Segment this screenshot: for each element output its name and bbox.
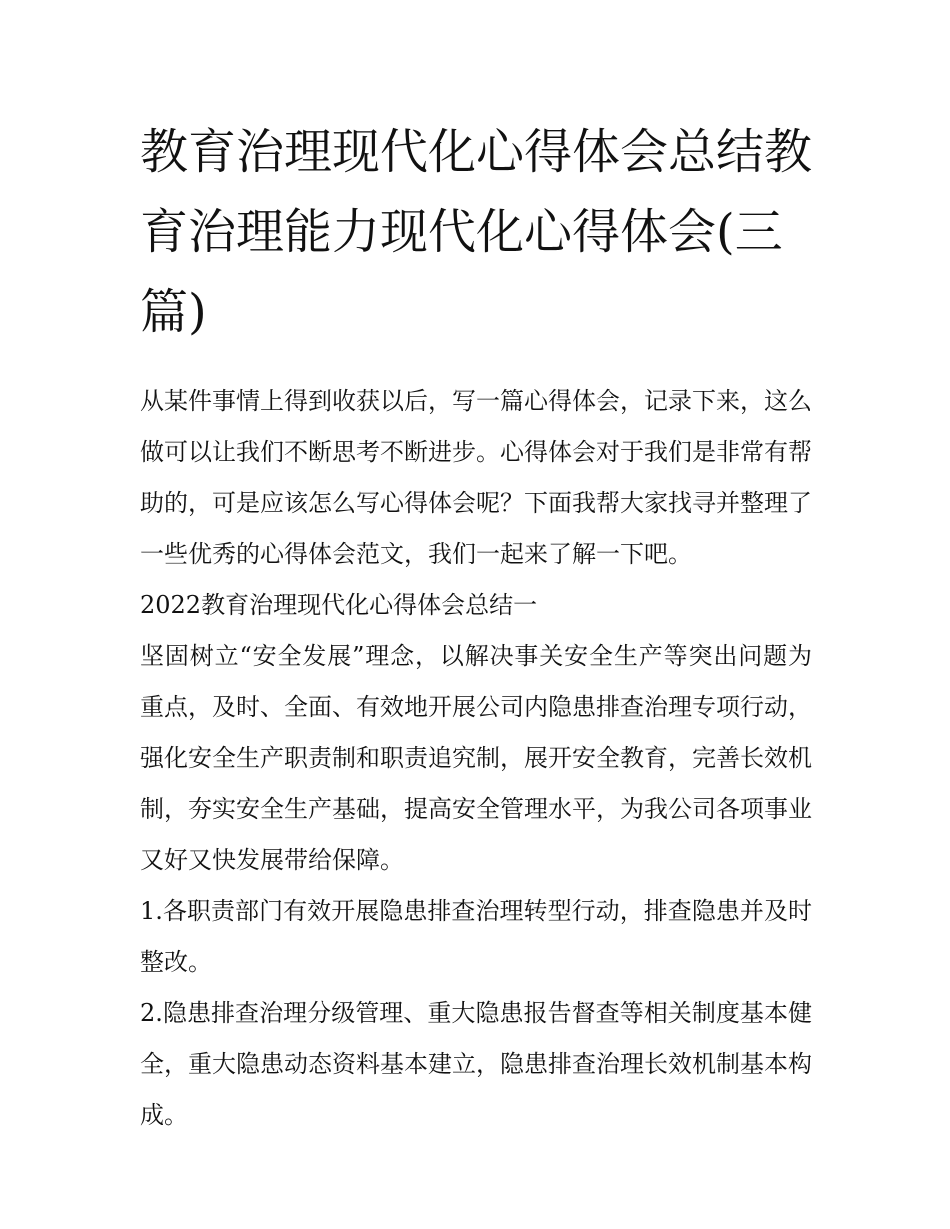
list-item-1: 1.各职责部门有效开展隐患排查治理转型行动，排查隐患并及时整改。 [140, 897, 812, 976]
section-heading: 2022教育治理现代化心得体会总结一 [140, 591, 538, 619]
document-title: 教育治理现代化心得体会总结教育治理能力现代化心得体会(三篇) [140, 124, 813, 340]
document-page [140, 112, 812, 1141]
intro-paragraph: 从某件事情上得到收获以后，写一篇心得体会，记录下来，这么做可以让我们不断思考不断进步。心得体会对于我们是非常有帮助的，可是应该怎么写心得体会呢？下面我帮大家找寻并整理了一些优秀的心得体会范文，我们一起来了解一下吧。 [140, 387, 812, 568]
document-body [140, 376, 812, 1141]
body-paragraph: 坚固树立“安全发展”理念，以解决事关安全生产等突出问题为重点，及时、全面、有效地开展公司内隐患排查治理专项行动，强化安全生产职责制和职责追究制，展开安全教育，完善长效机制，夯实安全生产基础，提高安全管理水平，为我公司各项事业又好又快发展带给保障。 [140, 642, 812, 874]
list-item-2: 2.隐患排查治理分级管理、重大隐患报告督查等相关制度基本健全，重大隐患动态资料基本建立，隐患排查治理长效机制基本构成。 [140, 999, 812, 1129]
